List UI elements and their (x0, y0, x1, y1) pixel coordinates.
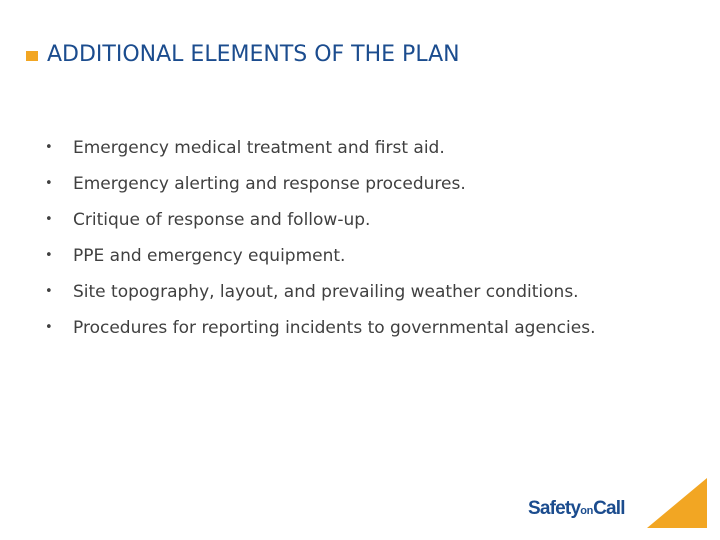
bullet-dot: • (45, 248, 53, 263)
logo-part-call: Call (593, 498, 625, 519)
safety-on-call-logo (528, 498, 625, 520)
bullet-item (45, 136, 595, 172)
slide-title: ADDITIONAL ELEMENTS OF THE PLAN (47, 42, 460, 67)
bullet-dot: • (45, 284, 53, 299)
bullet-list (45, 136, 595, 352)
bullet-dot: • (45, 212, 53, 227)
bullet-text: Emergency medical treatment and first aid. (73, 138, 445, 158)
bullet-text: PPE and emergency equipment. (73, 246, 346, 266)
logo-part-safety: Safety (528, 498, 581, 519)
bullet-text: Procedures for reporting incidents to governmental agencies. (73, 318, 596, 338)
bullet-item (45, 280, 595, 316)
bullet-item (45, 316, 595, 352)
bullet-dot: • (45, 176, 53, 191)
bullet-text: Emergency alerting and response procedures. (73, 174, 466, 194)
bullet-dot: • (45, 140, 53, 155)
bullet-item (45, 172, 595, 208)
corner-triangle-decoration (647, 478, 707, 528)
bullet-text: Site topography, layout, and prevailing weather conditions. (73, 282, 579, 302)
bullet-item (45, 208, 595, 244)
bullet-item (45, 244, 595, 280)
title-marker (26, 51, 38, 61)
bullet-dot: • (45, 320, 53, 335)
logo-part-on: on (580, 505, 594, 517)
bullet-text: Critique of response and follow-up. (73, 210, 371, 230)
